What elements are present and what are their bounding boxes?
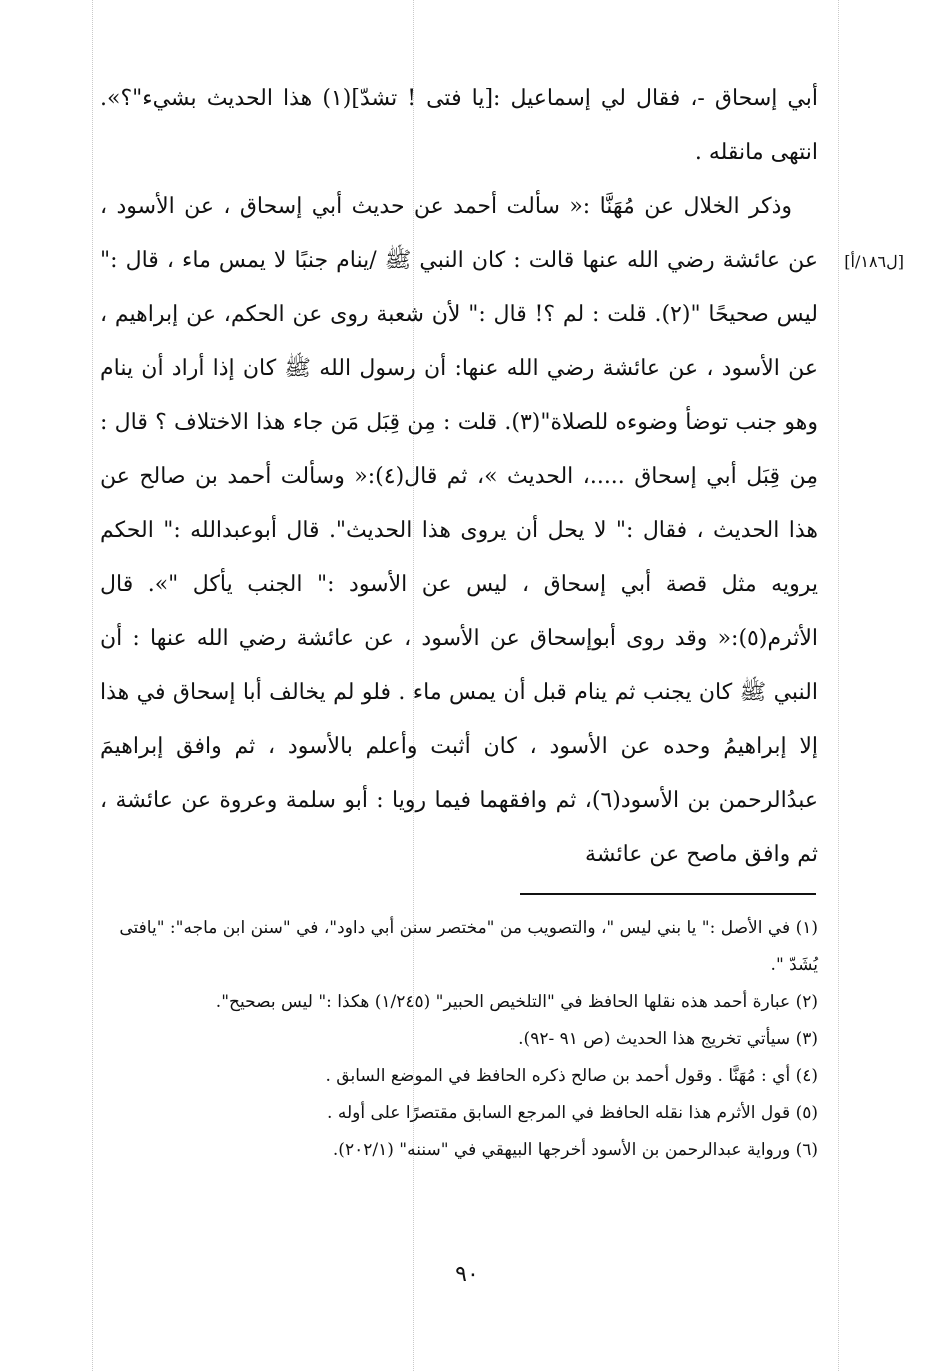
main-text	[100, 72, 818, 882]
scan-artifact-line	[92, 0, 93, 1371]
intro-paragraph: أبي إسحاق -، فقال لي إسماعيل :[يا فتى ! تشدّ](١) هذا الحديث بشيء"؟». انتهى مانقله .	[100, 86, 818, 165]
main-paragraph: وذكر الخلال عن مُهَنَّا :« سألت أحمد عن حديث أبي إسحاق ، عن الأسود ، عن عائشة رضي الله عنها قالت : كان النبي ﷺ /ينام جنبًا لا يمس ماء ، قال :" ليس صحيحًا "(٢). قلت : لم ؟! قال :" لأن شعبة روى عن الحكم، عن إبراهيم ، عن الأسود ، عن عائشة رضي الله عنها: أن رسول الله ﷺ كان إذا أراد أن ينام وهو جنب توضأ وضوءه للصلاة"(٣). قلت : مِن قِبَل مَن جاء هذا الاختلاف ؟ قال : مِن قِبَل أبي إسحاق .....، الحديث »، ثم قال(٤):« وسألت أحمد بن صالح عن هذا الحديث ، فقال :" لا يحل أن يروى هذا الحديث". قال أبوعبدالله :" الحكم يرويه مثل قصة أبي إسحاق ، ليس عن الأسود :" الجنب يأكل "». قال الأثرم(٥):« وقد روى أبوإسحاق عن الأسود ، عن عائشة رضي الله عنها : أن النبي ﷺ كان يجنب ثم ينام قبل أن يمس ماء . فلو لم يخالف أبا إسحاق في هذا إلا إبراهيمُ وحده عن الأسود ، كان أثبت وأعلم بالأسود ، ثم وافق إبراهيمَ عبدُالرحمن بن الأسود(٦)، ثم وافقهما فيما رويا : أبو سلمة وعروة عن عائشة ، ثم وافق ماصح عن عائشة	[100, 194, 818, 867]
footnote: (١) في الأصل :" يا بني ليس "، والتصويب من "مختصر سنن أبي داود"، في "سنن ابن ماجه": "يافتى يُشَدّ ".	[119, 918, 818, 975]
page-number: ٩٠	[455, 1262, 479, 1287]
footnote: (٤) أي : مُهَنَّا . وقول أحمد بن صالح ذكره الحافظ في الموضع السابق .	[325, 1066, 818, 1086]
scan-artifact-line	[838, 0, 839, 1371]
manuscript-folio-note: [ل١٨٦/أ]	[844, 252, 904, 271]
footnote: (٣) سيأتي تخريج هذا الحديث (ص ٩١ -٩٢).	[518, 1029, 818, 1049]
footnote-separator	[520, 893, 816, 895]
footnote: (٥) قول الأثرم هذا نقله الحافظ في المرجع السابق مقتصرًا على أوله .	[327, 1103, 818, 1123]
footnote: (٦) ورواية عبدالرحمن بن الأسود أخرجها البيهقي في "سننه" (٢٠٢/١).	[332, 1140, 818, 1160]
footnote: (٢) عبارة أحمد هذه نقلها الحافظ في "التلخيص الحبير" (١/٢٤٥) هكذا :" ليس بصحيح".	[215, 992, 818, 1012]
footnotes	[100, 910, 818, 1169]
